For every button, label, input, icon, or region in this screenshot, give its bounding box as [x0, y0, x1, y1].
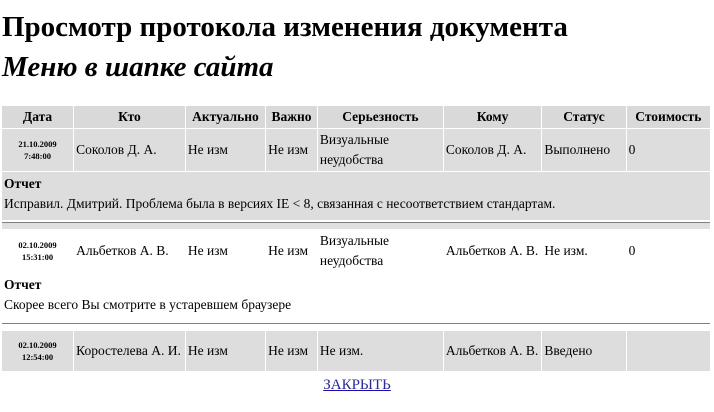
- table-row: [2, 129, 710, 171]
- report-label: Отчет: [4, 277, 42, 292]
- report-row: [2, 273, 710, 321]
- page-title: Просмотр протокола изменения документа: [2, 11, 568, 43]
- divider: [2, 323, 710, 330]
- table-row: [2, 331, 710, 371]
- cost-cell: 0: [627, 129, 710, 171]
- report-label: Отчет: [4, 176, 42, 191]
- who-cell: Коростелева А. И.: [74, 331, 185, 371]
- cost-cell: [627, 331, 710, 371]
- to-cell: Альбетков А. В.: [444, 331, 542, 371]
- row-separator: [2, 322, 710, 330]
- status-cell: Введено: [542, 331, 625, 371]
- cost-cell: 0: [627, 230, 710, 272]
- actual-cell: Не изм: [186, 230, 265, 272]
- entry-date: 02.10.2009: [18, 240, 57, 250]
- entry-time: 7:48:00: [24, 151, 52, 161]
- column-header-actual: Актуально: [186, 106, 265, 128]
- column-header-to: Кому: [444, 106, 542, 128]
- entry-time: 15:31:00: [21, 252, 54, 262]
- column-header-severity: Серьезность: [318, 106, 443, 128]
- separator-cell: [2, 322, 710, 330]
- column-header-cost: Стоимость: [627, 106, 710, 128]
- close-link[interactable]: ЗАКРЫТЬ: [323, 377, 391, 393]
- column-header-status: Статус: [542, 106, 625, 128]
- status-cell: Выполнено: [542, 129, 625, 171]
- report-row: [2, 172, 710, 220]
- divider: [2, 222, 710, 229]
- report-cell: [2, 273, 710, 321]
- column-header-date: Дата: [2, 106, 73, 128]
- actual-cell: Не изм: [186, 331, 265, 371]
- report-text: Скорее всего Вы смотрите в устаревшем браузере: [4, 297, 292, 312]
- change-log-table: [1, 105, 711, 372]
- important-cell: Не изм: [266, 230, 317, 272]
- report-text: Исправил. Дмитрий. Проблема была в версиях IE < 8, связанная с несоответствием стандартам.: [4, 196, 556, 211]
- column-header-who: Кто: [74, 106, 185, 128]
- who-cell: Соколов Д. А.: [74, 129, 185, 171]
- status-cell: Не изм.: [542, 230, 625, 272]
- close-link-container: [0, 377, 714, 394]
- column-header-important: Важно: [266, 106, 317, 128]
- date-cell: [2, 230, 73, 272]
- report-cell: [2, 172, 710, 220]
- severity-cell: Визуальные неудобства: [318, 230, 443, 272]
- entry-date: 21.10.2009: [18, 139, 57, 149]
- row-separator: [2, 221, 710, 229]
- date-cell: [2, 129, 73, 171]
- important-cell: Не изм: [266, 331, 317, 371]
- entry-time: 12:54:00: [21, 352, 54, 362]
- table-row: [2, 230, 710, 272]
- to-cell: Альбетков А. В.: [444, 230, 542, 272]
- document-subtitle: Меню в шапке сайта: [2, 51, 274, 83]
- actual-cell: Не изм: [186, 129, 265, 171]
- date-cell: [2, 331, 73, 371]
- entry-date: 02.10.2009: [18, 340, 57, 350]
- who-cell: Альбетков А. В.: [74, 230, 185, 272]
- to-cell: Соколов Д. А.: [444, 129, 542, 171]
- severity-cell: Визуальные неудобства: [318, 129, 443, 171]
- severity-cell: Не изм.: [318, 331, 443, 371]
- table-header-row: [2, 106, 710, 128]
- important-cell: Не изм: [266, 129, 317, 171]
- separator-cell: [2, 221, 710, 229]
